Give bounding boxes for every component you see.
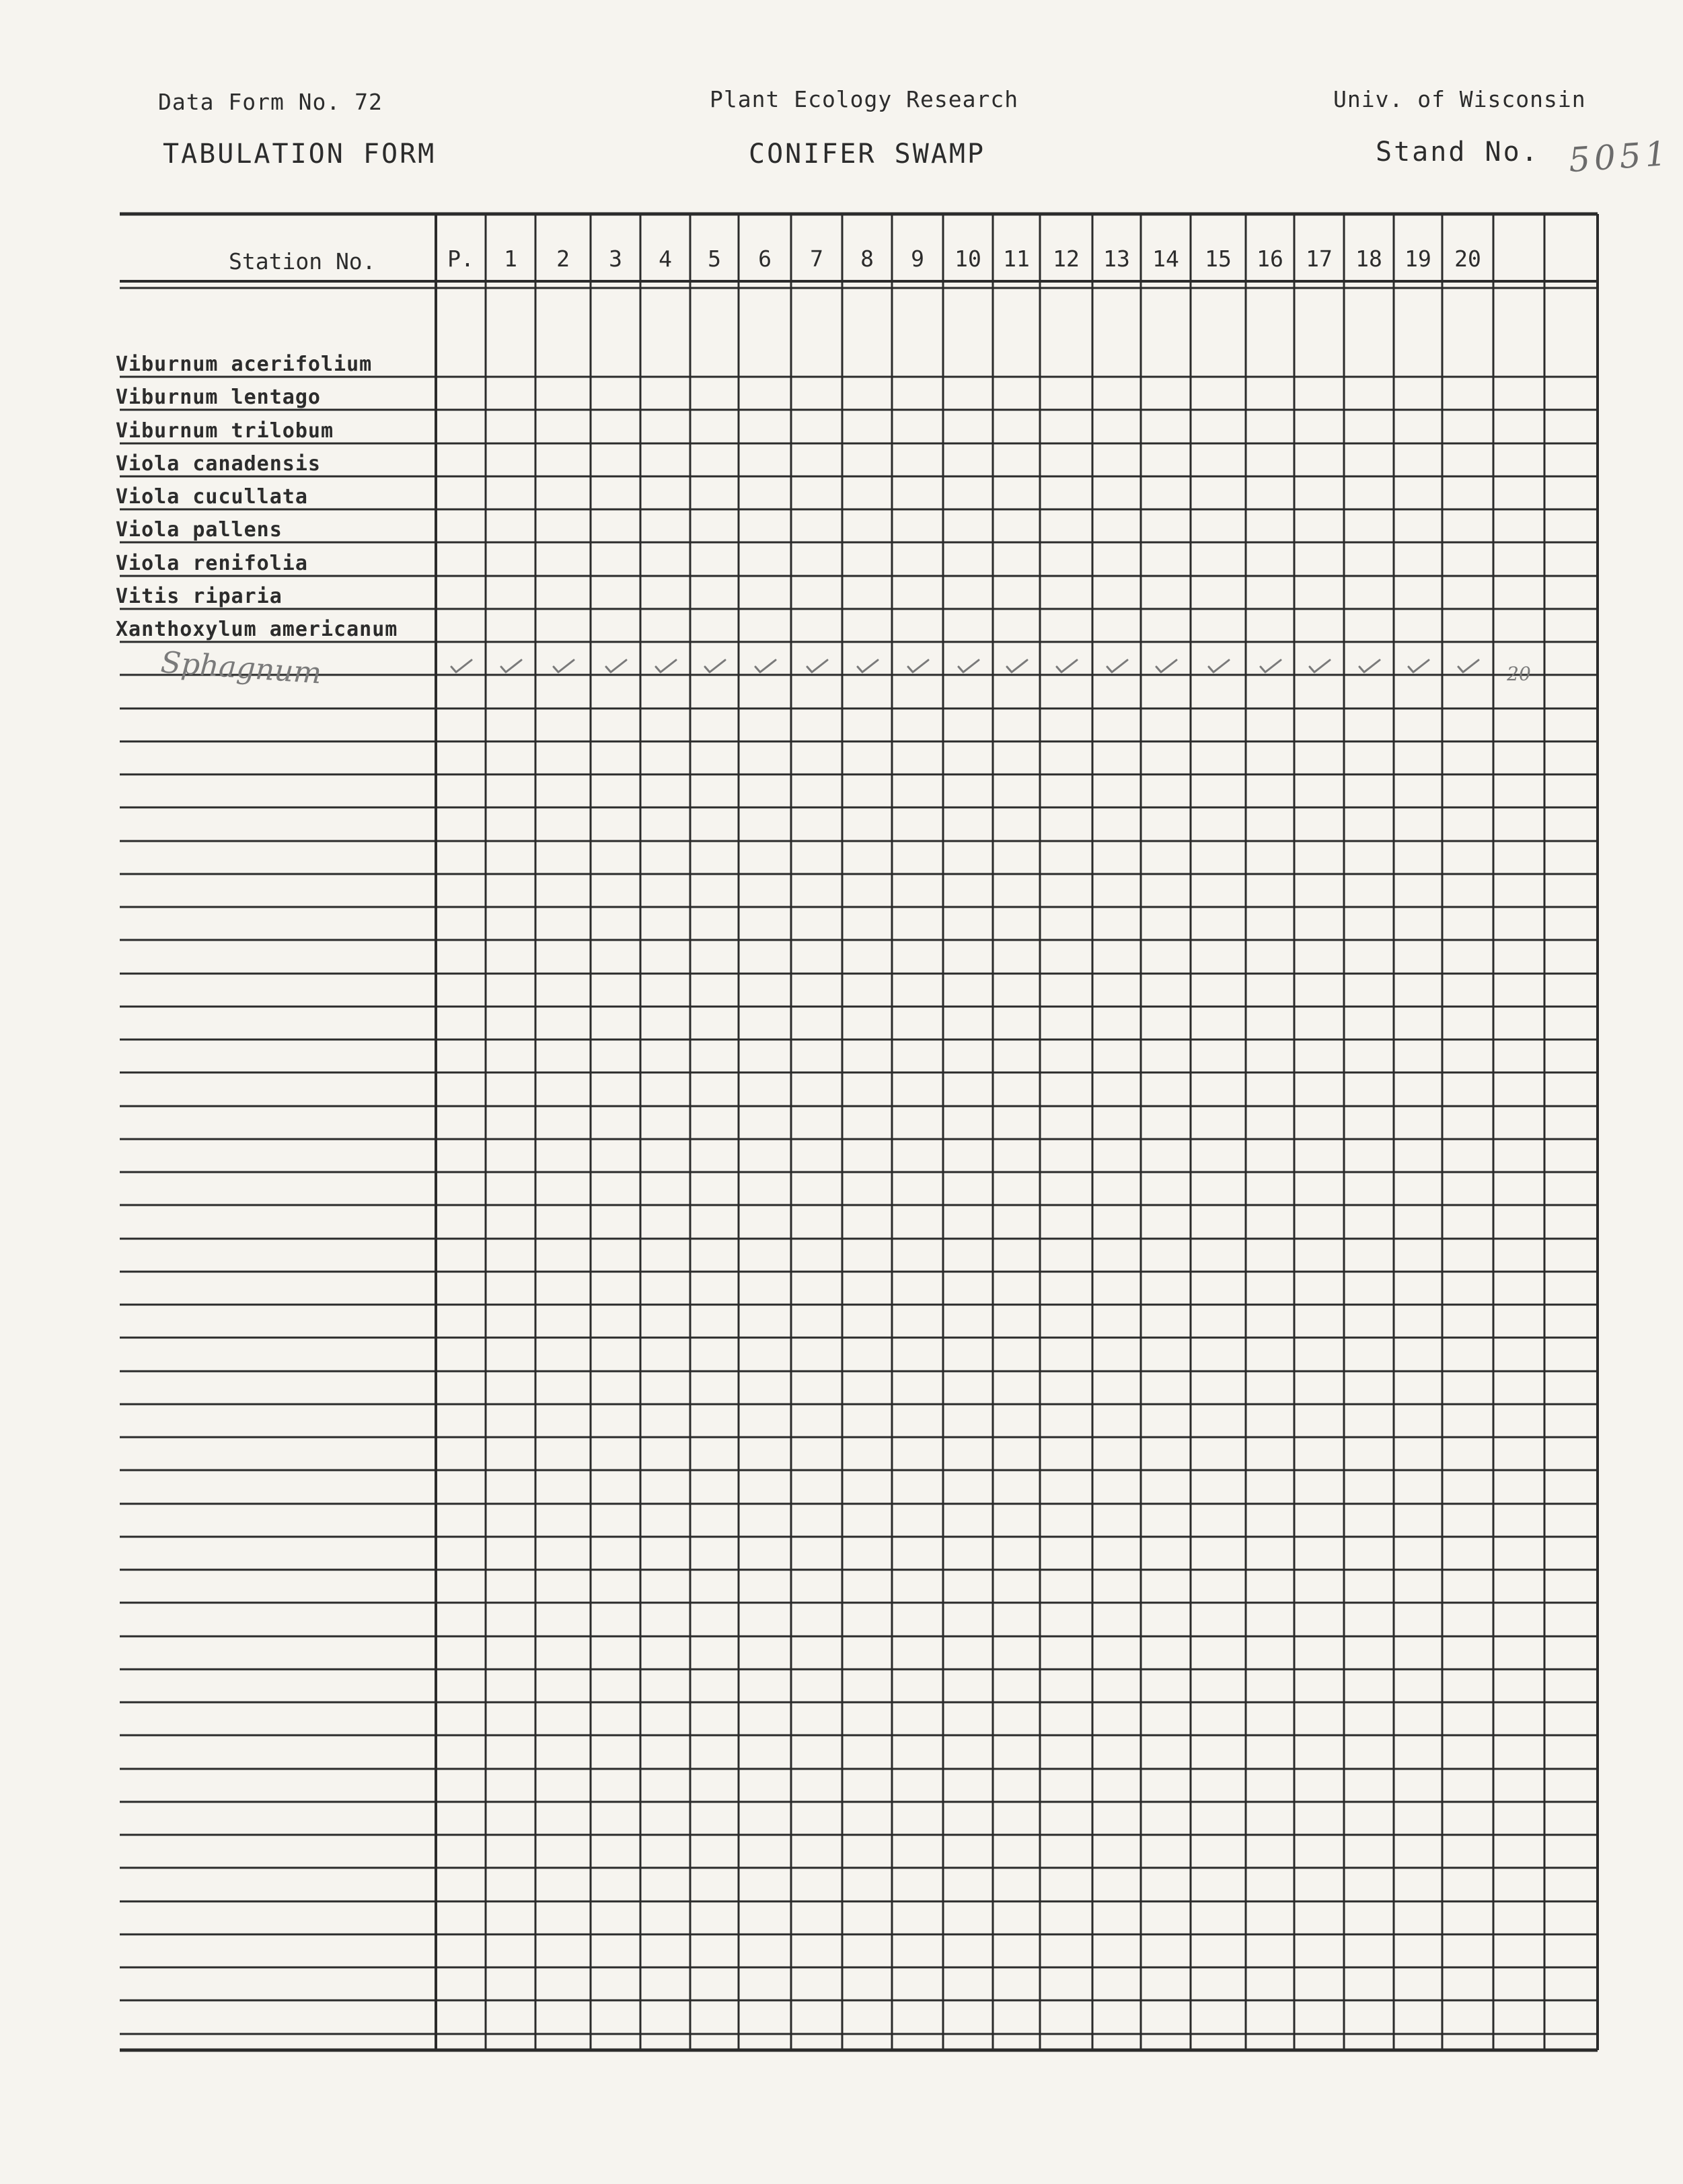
species-label: Viola renifolia <box>116 552 308 575</box>
check-mark-12 <box>1057 660 1077 672</box>
species-list <box>116 353 398 641</box>
check-mark-1 <box>501 660 521 672</box>
handwritten-species: Sphagnum <box>159 645 323 691</box>
species-label: Xanthoxylum americanum <box>116 618 398 641</box>
column-header-3: 3 <box>609 246 622 272</box>
stand-number-label: Stand No. <box>1376 137 1540 168</box>
column-header-17: 17 <box>1306 246 1333 272</box>
check-mark-6 <box>755 660 776 672</box>
column-header-1: 1 <box>504 246 517 272</box>
species-label: Viburnum lentago <box>116 386 321 409</box>
column-header-11: 11 <box>1003 246 1030 272</box>
column-header-5: 5 <box>708 246 721 272</box>
check-mark-8 <box>858 660 878 672</box>
form-title: TABULATION FORM <box>163 139 437 170</box>
check-mark-2 <box>554 660 574 672</box>
check-mark-7 <box>807 660 827 672</box>
check-mark-17 <box>1310 660 1330 672</box>
column-header-18: 18 <box>1355 246 1382 272</box>
column-header-14: 14 <box>1152 246 1179 272</box>
university-name: Univ. of Wisconsin <box>1333 86 1586 112</box>
handwritten-total: 20 <box>1507 663 1531 685</box>
column-header-10: 10 <box>955 246 981 272</box>
stand-number-value: 5051 <box>1567 133 1672 180</box>
species-label: Viola cucullata <box>116 485 308 509</box>
column-header-P: P. <box>447 246 474 272</box>
handwritten-entry-row <box>159 645 1531 691</box>
station-number-label: Station No. <box>229 248 376 275</box>
check-mark-10 <box>959 660 979 672</box>
species-label: Viburnum acerifolium <box>116 353 373 376</box>
column-header-8: 8 <box>860 246 874 272</box>
species-label: Viola canadensis <box>116 452 321 476</box>
check-mark-4 <box>656 660 676 672</box>
column-header-16: 16 <box>1257 246 1283 272</box>
column-header-20: 20 <box>1454 246 1481 272</box>
column-header-9: 9 <box>911 246 924 272</box>
column-header-row <box>447 246 1481 272</box>
column-header-12: 12 <box>1053 246 1080 272</box>
column-header-13: 13 <box>1103 246 1130 272</box>
column-header-6: 6 <box>758 246 772 272</box>
check-mark-13 <box>1107 660 1127 672</box>
check-mark-3 <box>606 660 626 672</box>
habitat-title: CONIFER SWAMP <box>749 139 986 170</box>
column-header-15: 15 <box>1205 246 1232 272</box>
check-mark-16 <box>1261 660 1281 672</box>
species-label: Vitis riparia <box>116 585 283 608</box>
species-label: Viola pallens <box>116 518 283 542</box>
check-mark-14 <box>1156 660 1176 672</box>
column-header-4: 4 <box>659 246 672 272</box>
check-mark-19 <box>1409 660 1429 672</box>
check-mark-5 <box>705 660 725 672</box>
column-header-19: 19 <box>1405 246 1431 272</box>
check-mark-15 <box>1209 660 1229 672</box>
check-mark-18 <box>1359 660 1380 672</box>
grid-lines <box>120 214 1598 2050</box>
form-number: Data Form No. 72 <box>158 89 383 115</box>
column-header-7: 7 <box>810 246 823 272</box>
check-mark-20 <box>1458 660 1479 672</box>
species-label: Viburnum trilobum <box>116 419 334 443</box>
check-mark-9 <box>908 660 928 672</box>
check-mark-P <box>451 660 472 672</box>
organization-name: Plant Ecology Research <box>710 86 1019 112</box>
check-mark-11 <box>1007 660 1027 672</box>
column-header-2: 2 <box>556 246 570 272</box>
